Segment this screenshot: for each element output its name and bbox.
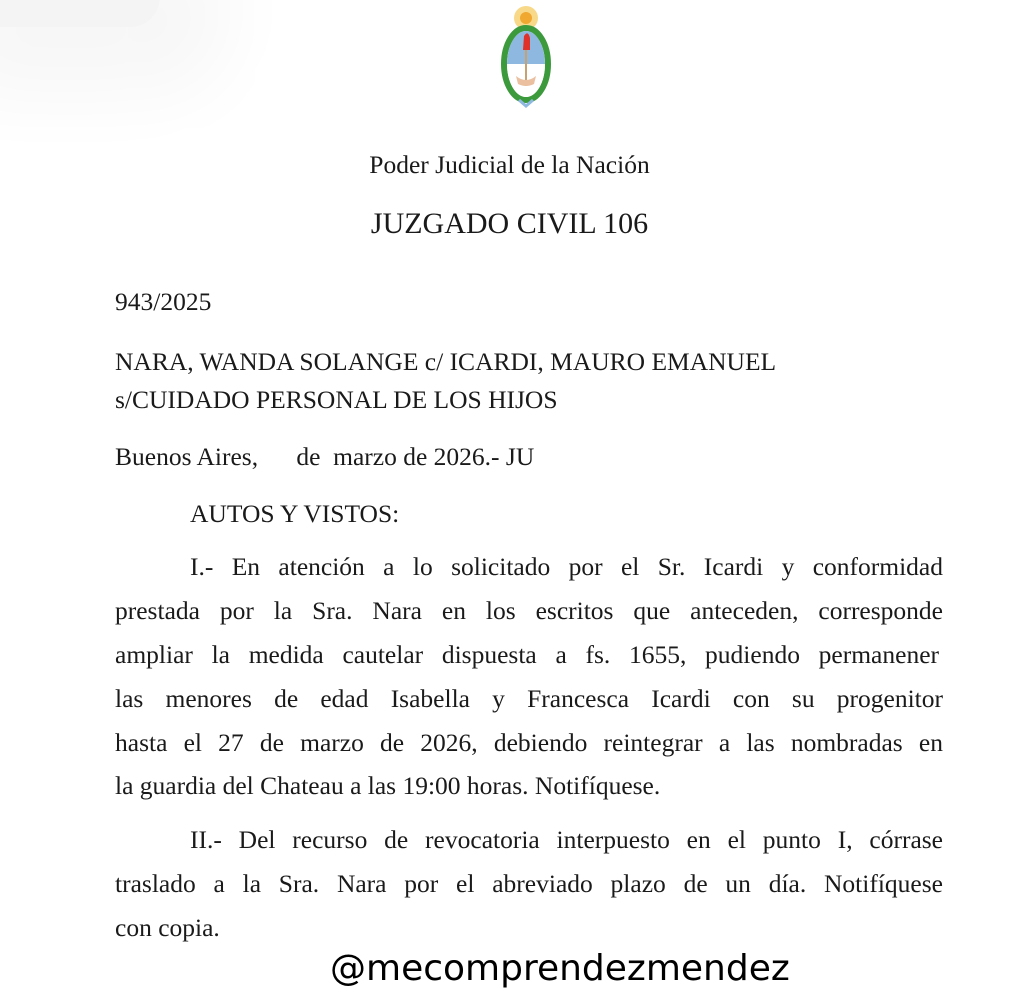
institution-name: Poder Judicial de la Nación xyxy=(369,150,650,179)
case-title-line-2: s/CUIDADO PERSONAL DE LOS HIJOS xyxy=(115,385,558,414)
coat-of-arms-icon xyxy=(491,2,561,114)
paragraph-1-line: prestada por la Sra. Nara en los escritos que anteceden, corresponde xyxy=(115,596,943,625)
court-name: JUZGADO CIVIL 106 xyxy=(370,207,649,240)
paragraph-1-line: la guardia del Chateau a las 19:00 horas. Notifíquese. xyxy=(115,771,661,800)
screenshot-corner-shadow xyxy=(0,0,160,27)
case-number: 943/2025 xyxy=(115,287,212,316)
paragraph-1-line: I.- En atención a lo solicitado por el Sr. Icardi y conformidad xyxy=(190,552,943,581)
paragraph-2-line: II.- Del recurso de revocatoria interpuesto en el punto I, córrase xyxy=(190,825,943,854)
paragraph-1-line: ampliar la medida cautelar dispuesta a fs. 1655, pudiendo permanener xyxy=(115,640,939,669)
date-line: Buenos Aires, de marzo de 2026.- JU xyxy=(115,442,535,471)
paragraph-1-line: las menores de edad Isabella y Francesca Icardi con su progenitor xyxy=(115,684,943,713)
watermark-text: @mecomprendezmendez xyxy=(330,948,790,989)
section-heading: AUTOS Y VISTOS: xyxy=(190,499,400,528)
paragraph-1-line: hasta el 27 de marzo de 2026, debiendo reintegrar a las nombradas en xyxy=(115,728,943,757)
paragraph-2-line: con copia. xyxy=(115,913,220,942)
paragraph-2-line: traslado a la Sra. Nara por el abreviado plazo de un día. Notifíquese xyxy=(115,869,943,898)
case-title-line-1: NARA, WANDA SOLANGE c/ ICARDI, MAURO EMANUEL xyxy=(115,347,777,376)
